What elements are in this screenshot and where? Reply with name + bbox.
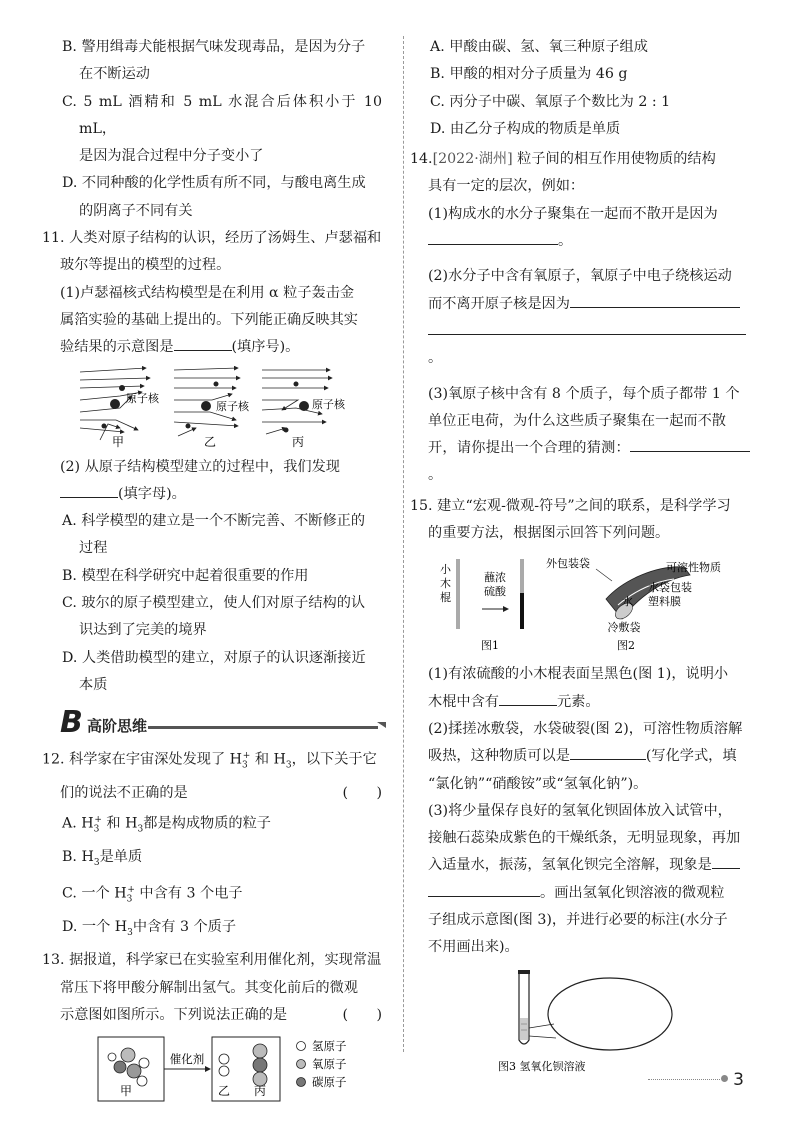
q13-option-d: D. 由乙分子构成的物质是单质 <box>430 120 621 137</box>
section-arrow <box>377 722 386 728</box>
fig3-barium-hydroxide-solution <box>488 966 800 1078</box>
svg-text:蘸浓: 蘸浓 <box>484 571 506 585</box>
q12-option-b: B. $H_3$是单质 <box>62 849 143 869</box>
plastic-label: 塑料膜 <box>648 595 681 609</box>
q12-option-c: C. 一个 $H_3^+$ 中含有 3 个电子 <box>62 885 243 905</box>
legend-carbon: 碳原子 <box>312 1075 347 1090</box>
q13-stem: 13. 据报道，科学家已在实验室利用催化剂，实现常温 常压下将甲酸分解制出氢气。其变化前后的微观 示意图如图所示。下列说法正确的是 ( ) <box>42 947 382 1029</box>
q11-option-a: A. 科学模型的建立是一个不断完善、不断修正的 过程 <box>62 513 366 557</box>
q12-option-a: A. $H_3^+$ 和 $H_3$都是构成物质的粒子 <box>62 815 271 835</box>
label-bing: 丙 <box>253 1084 267 1099</box>
nucleus-label: 原子核 <box>312 397 345 411</box>
svg-text:小: 小 <box>440 563 451 577</box>
q14-part1: (1)构成水的水分子聚集在一起而不散开是因为 。 <box>428 205 718 250</box>
q10-option-c: C. 5 mL 酒精和 5 mL 水混合后体积小于 10 mL， 是因为混合过程中分子变小了 <box>62 93 382 165</box>
answer-blank[interactable] <box>499 689 557 706</box>
answer-blank[interactable] <box>428 318 746 335</box>
q13-option-c: C. 丙分子中碳、氧原子个数比为 2 : 1 <box>430 93 671 110</box>
label-bing: 丙 <box>291 434 305 448</box>
fig3-caption: 图3 氢氧化钡溶液 <box>498 1059 586 1073</box>
label-yi: 乙 <box>217 1084 231 1099</box>
label-jia: 甲 <box>119 1084 133 1099</box>
q11-option-d: D. 人类借助模型的建立，对原子的认识逐渐接近 本质 <box>62 649 366 693</box>
answer-blank[interactable] <box>570 743 646 760</box>
svg-text:硫酸: 硫酸 <box>484 585 506 599</box>
page-dot <box>721 1075 728 1082</box>
outer-bag-label: 外包装袋 <box>546 557 590 571</box>
nucleus-label: 原子核 <box>216 399 249 413</box>
legend-hydrogen: 氢原子 <box>312 1039 347 1054</box>
answer-blank[interactable] <box>428 228 558 245</box>
q15-stem: 15. 建立“宏观-微观-符号”之间的联系，是科学学习 的重要方法，根据图示回答下列问题。 <box>410 497 731 542</box>
coldpack-label: 冷敷袋 <box>607 621 641 635</box>
column-divider <box>403 36 404 1052</box>
q11-part2: (2) 从原子结构模型建立的过程中，我们发现 (填字母)。 <box>60 458 340 502</box>
nucleus-label: 原子核 <box>126 391 159 405</box>
q12-stem: 12. 科学家在宇宙深处发现了 $H_3^+$ 和 $H_3$，以下关于它 们的说法不正确的是 ( ) <box>42 743 382 807</box>
answer-blank[interactable] <box>630 435 750 452</box>
section-header-b <box>60 707 382 741</box>
answer-blank[interactable] <box>712 852 740 869</box>
answer-blank[interactable] <box>174 334 232 351</box>
q12-option-d: D. 一个 $H_3$中含有 3 个质子 <box>62 919 237 939</box>
page-number: 3 <box>733 1070 744 1090</box>
answer-blank[interactable] <box>60 481 118 498</box>
alpha-scattering-figure <box>60 366 382 448</box>
page-dots <box>648 1079 720 1080</box>
label-yi: 乙 <box>203 434 217 448</box>
formic-acid-decomposition-figure <box>96 1033 418 1107</box>
water-label: 水 <box>622 595 633 609</box>
answer-blank[interactable] <box>428 880 540 897</box>
section-letter: B <box>60 705 83 741</box>
left-column <box>42 34 382 1107</box>
q14-stem: 14.[2022·湖州] 粒子间的相互作用使物质的结构 具有一定的层次，例如： <box>410 151 716 195</box>
q11-option-b: B. 模型在科学研究中起着很重要的作用 <box>62 567 309 584</box>
q13-option-b: B. 甲酸的相对分子质量为 46 g <box>430 66 628 83</box>
catalyst-label: 催化剂 <box>169 1052 205 1067</box>
q11-stem: 11. 人类对原子结构的认识，经历了汤姆生、卢瑟福和 玻尔等提出的模型的过程。 <box>42 230 382 274</box>
fig1-caption: 图1 <box>481 639 499 653</box>
waterbag-label: 水袋包装 <box>648 581 692 595</box>
answer-blank[interactable] <box>570 291 740 308</box>
svg-text:木: 木 <box>440 577 451 591</box>
section-rule <box>148 726 378 729</box>
answer-paren[interactable]: ( ) <box>342 1006 382 1023</box>
q15-part2: (2)揉搓冰敷袋，水袋破裂(图 2)，可溶性物质溶解 吸热，这种物质可以是 (写化学式，填 “氯化钠”“硝酸铵”或“氢氧化钠”)。 <box>428 720 743 792</box>
q13-option-a: A. 甲酸由碳、氢、氧三种原子组成 <box>430 39 648 55</box>
answer-paren[interactable]: ( ) <box>342 785 382 802</box>
soluble-label: 可溶性物质 <box>666 561 721 575</box>
q11-part1: (1)卢瑟福核式结构模型是在利用 α 粒子轰击金 属箔实验的基础上提出的。下列能正确反映其实 验结果的示意图是 (填序号)。 <box>60 284 358 356</box>
label-jia: 甲 <box>111 434 125 448</box>
q15-part1: (1)有浓硫酸的小木棍表面呈黑色(图 1)，说明小 木棍中含有 元素。 <box>428 666 729 710</box>
right-column <box>410 34 750 1078</box>
q14-part3: (3)氧原子核中含有 8 个质子，每个质子都带 1 个 单位正电荷，为什么这些质子聚集在一起而不散 开，请你提出一个合理的猜测：。 <box>428 381 750 490</box>
fig2-caption: 图2 <box>617 639 635 653</box>
section-title: 高阶思维 <box>87 717 148 736</box>
q11-option-c: C. 玻尔的原子模型建立，使人们对原子结构的认 识达到了完美的境界 <box>62 595 366 639</box>
q15-figures-1-2 <box>428 553 750 659</box>
q10-option-d: D. 不同种酸的化学性质有所不同，与酸电离生成 的阴离子不同有关 <box>62 175 366 219</box>
source-tag: [2022·湖州] <box>432 151 513 168</box>
legend-oxygen: 氧原子 <box>312 1057 347 1072</box>
q14-part2: (2)水分子中含有氧原子，氧原子中电子绕核运动 而不离开原子核是因为 。 <box>428 263 750 372</box>
q15-part3: (3)将少量保存良好的氢氧化钡固体放入试管中， 接触石蕊染成紫色的干燥纸条，无明显现象，再加 入适量水，振荡，氢氧化钡完全溶解，现象是 。画出氢氧化钡溶液的微观粒 子组成示意图(图 3)，并进行必要的标注(水分子 不用画出来)。 <box>428 802 741 956</box>
q10-option-b: B. 警用缉毒犬能根据气味发现毒品，是因为分子 在不断运动 <box>62 39 366 83</box>
svg-text:棍: 棍 <box>440 591 451 605</box>
